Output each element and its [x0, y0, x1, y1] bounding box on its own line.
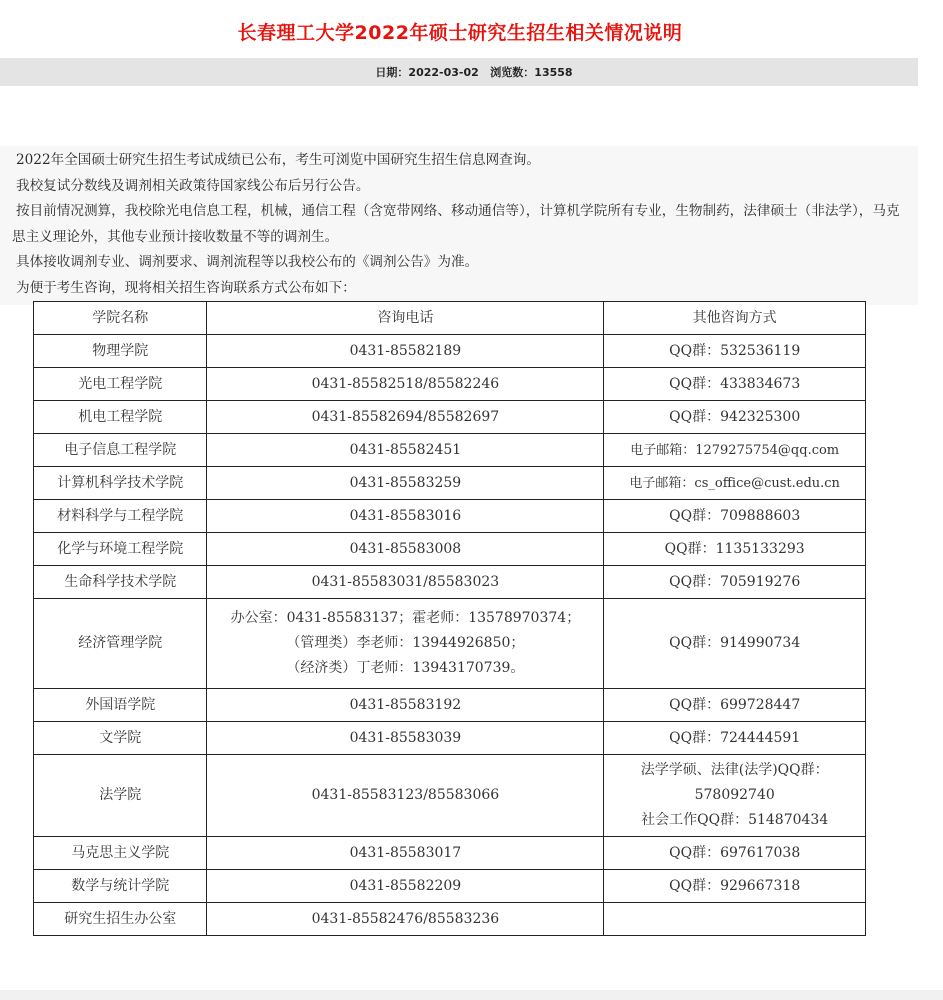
- table-row: [34, 500, 866, 533]
- intro-paragraph: 按目前情况测算，我校除光电信息工程，机械，通信工程（含宽带网络、移动通信等），计算机学院所有专业，生物制药，法律硕士（非法学），马克思主义理论外，其他专业预计接收数量不等的调剂生。: [12, 203, 900, 245]
- table-row: [34, 533, 866, 566]
- other-contact-cell: QQ群：699728447: [604, 689, 866, 722]
- phone-cell: 0431-85583031/85583023: [207, 566, 604, 599]
- college-cell: 电子信息工程学院: [34, 434, 207, 467]
- table-row: [34, 755, 866, 837]
- phone-line: 办公室：0431-85583137；霍老师：13578970374；: [230, 610, 581, 626]
- other-contact-cell: QQ群：929667318: [604, 870, 866, 903]
- phone-line: （管理类）李老师：13944926850；: [286, 635, 525, 651]
- other-contact-cell: 电子邮箱：1279275754@qq.com: [604, 434, 866, 467]
- other-contact-cell: 电子邮箱：cs_office@cust.edu.cn: [604, 467, 866, 500]
- college-cell: 化学与环境工程学院: [34, 533, 207, 566]
- phone-cell: 0431-85582518/85582246: [207, 368, 604, 401]
- other-contact-cell: QQ群：942325300: [604, 401, 866, 434]
- table-row: [34, 722, 866, 755]
- other-contact-cell: QQ群：709888603: [604, 500, 866, 533]
- phone-cell: 0431-85583192: [207, 689, 604, 722]
- other-contact-line: 社会工作QQ群：514870434: [641, 812, 829, 828]
- other-contact-line: 法学学硕、法律(法学)QQ群：: [640, 762, 829, 778]
- date-value: 2022-03-02: [408, 65, 479, 79]
- intro-section: [0, 146, 918, 305]
- other-contact-cell: QQ群：724444591: [604, 722, 866, 755]
- college-cell: 机电工程学院: [34, 401, 207, 434]
- college-cell: 法学院: [34, 755, 207, 837]
- other-contact-cell: QQ群：705919276: [604, 566, 866, 599]
- college-cell: 生命科学技术学院: [34, 566, 207, 599]
- college-cell: 马克思主义学院: [34, 837, 207, 870]
- college-cell: 外国语学院: [34, 689, 207, 722]
- table-row: [34, 870, 866, 903]
- table-row: [34, 837, 866, 870]
- college-cell: 光电工程学院: [34, 368, 207, 401]
- other-contact-line: 578092740: [694, 787, 775, 803]
- intro-paragraph: 我校复试分数线及调剂相关政策待国家线公布后另行公告。: [16, 177, 370, 194]
- table-header-row: [34, 302, 866, 335]
- table-row: [34, 335, 866, 368]
- header-college: 学院名称: [34, 302, 207, 335]
- intro-paragraph: 2022年全国硕士研究生招生考试成绩已公布，考生可浏览中国研究生招生信息网查询。: [16, 152, 540, 168]
- college-cell: 计算机科学技术学院: [34, 467, 207, 500]
- other-contact-cell: QQ群：1135133293: [604, 533, 866, 566]
- college-cell: 材料科学与工程学院: [34, 500, 207, 533]
- phone-cell: 0431-85583039: [207, 722, 604, 755]
- college-cell: 物理学院: [34, 335, 207, 368]
- phone-cell: [207, 599, 604, 689]
- phone-cell: 0431-85583017: [207, 837, 604, 870]
- other-contact-cell: [604, 755, 866, 837]
- phone-cell: 0431-85582189: [207, 335, 604, 368]
- table-row: [34, 689, 866, 722]
- phone-cell: 0431-85583016: [207, 500, 604, 533]
- college-cell: 数学与统计学院: [34, 870, 207, 903]
- phone-cell: 0431-85582694/85582697: [207, 401, 604, 434]
- meta-spacer: [479, 66, 491, 79]
- table-row: [34, 467, 866, 500]
- other-contact-cell: [604, 903, 866, 936]
- contact-table: [33, 301, 866, 936]
- date-label: 日期：: [375, 66, 409, 79]
- header-other: 其他咨询方式: [604, 302, 866, 335]
- college-cell: 文学院: [34, 722, 207, 755]
- other-contact-cell: QQ群：532536119: [604, 335, 866, 368]
- phone-cell: 0431-85582209: [207, 870, 604, 903]
- intro-paragraph: 为便于考生咨询，现将相关招生咨询联系方式公布如下：: [16, 279, 356, 296]
- other-contact-cell: QQ群：914990734: [604, 599, 866, 689]
- views-value: 13558: [534, 65, 573, 79]
- table-row: [34, 434, 866, 467]
- phone-cell: 0431-85583008: [207, 533, 604, 566]
- article-title: 长春理工大学2022年硕士研究生招生相关情况说明: [237, 22, 683, 44]
- other-contact-cell: QQ群：433834673: [604, 368, 866, 401]
- phone-cell: 0431-85583259: [207, 467, 604, 500]
- article-meta-bar: [0, 58, 918, 86]
- table-row: [34, 401, 866, 434]
- other-contact-cell: QQ群：697617038: [604, 837, 866, 870]
- college-cell: 研究生招生办公室: [34, 903, 207, 936]
- phone-cell: 0431-85582451: [207, 434, 604, 467]
- table-row: [34, 368, 866, 401]
- table-row: [34, 566, 866, 599]
- header-phone: 咨询电话: [207, 302, 604, 335]
- phone-cell: 0431-85582476/85583236: [207, 903, 604, 936]
- table-row: [34, 599, 866, 689]
- views-label: 浏览数：: [490, 66, 535, 79]
- table-row: [34, 903, 866, 936]
- phone-cell: 0431-85583123/85583066: [207, 755, 604, 837]
- phone-line: （经济类）丁老师：13943170739。: [286, 660, 525, 676]
- college-cell: 经济管理学院: [34, 599, 207, 689]
- intro-paragraph: 具体接收调剂专业、调剂要求、调剂流程等以我校公布的《调剂公告》为准。: [16, 254, 479, 270]
